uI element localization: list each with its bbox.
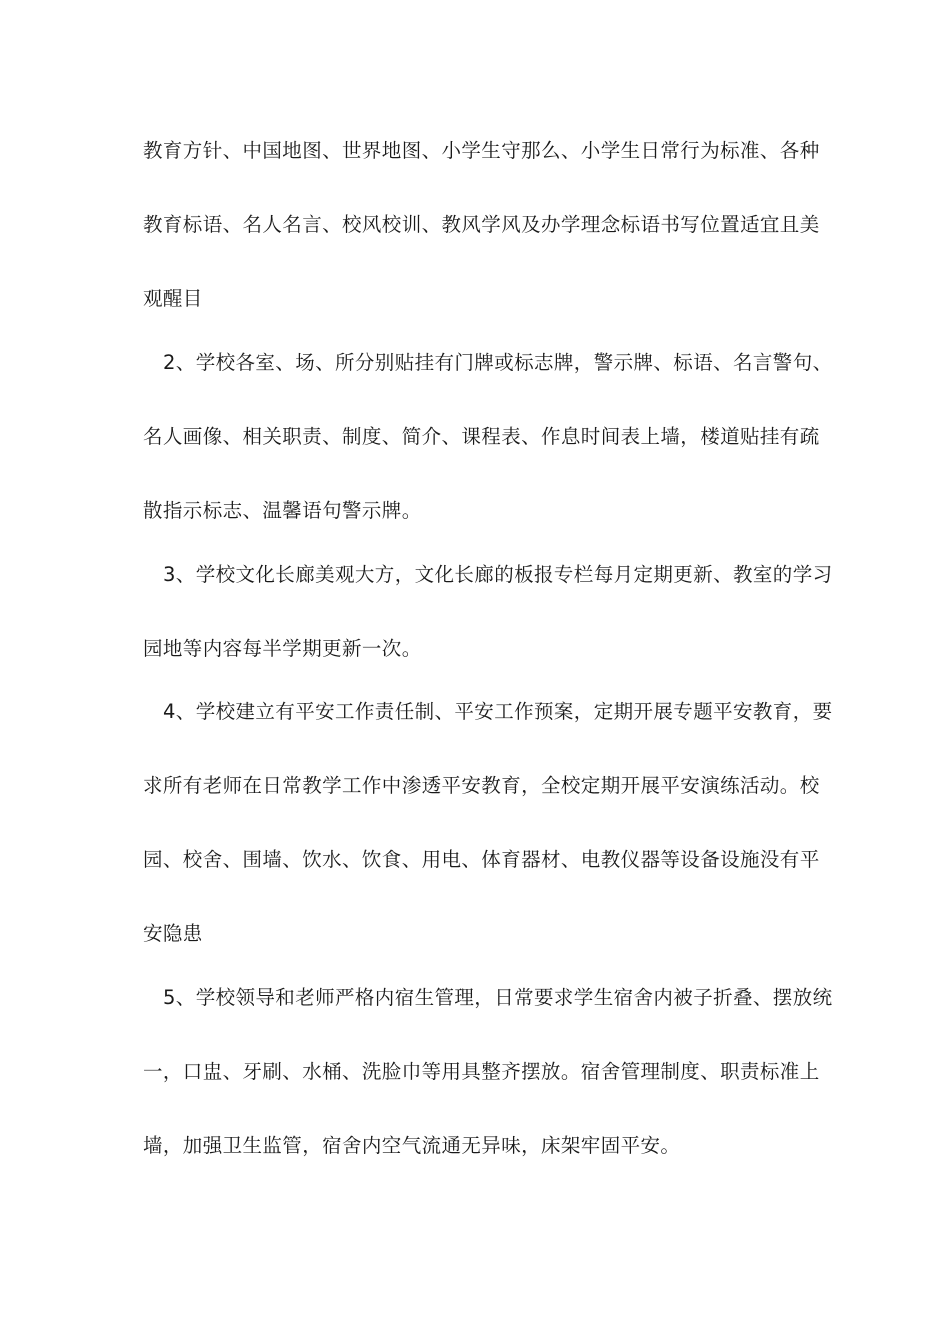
text-line: 教育方针、中国地图、世界地图、小学生守那么、小学生日常行为标准、各种 bbox=[143, 139, 820, 162]
text-line: 安隐患 bbox=[143, 922, 203, 945]
text-line: 散指示标志、温馨语句警示牌。 bbox=[143, 499, 422, 522]
text-line: 求所有老师在日常教学工作中渗透平安教育，全校定期开展平安演练活动。校 bbox=[143, 774, 820, 797]
text-line: 名人画像、相关职责、制度、简介、课程表、作息时间表上墙，楼道贴挂有疏 bbox=[143, 425, 820, 448]
text-line: 墙，加强卫生监管，宿舍内空气流通无异味，床架牢固平安。 bbox=[143, 1134, 681, 1157]
text-line: 园地等内容每半学期更新一次。 bbox=[143, 637, 422, 660]
text-line: 教育标语、名人名言、校风校训、教风学风及办学理念标语书写位置适宜且美 bbox=[143, 213, 820, 236]
paragraph-start-line: 2、学校各室、场、所分别贴挂有门牌或标志牌，警示牌、标语、名言警句、 bbox=[163, 351, 833, 374]
text-line: 园、校舍、围墙、饮水、饮食、用电、体育器材、电教仪器等设备设施没有平 bbox=[143, 848, 820, 871]
paragraph-start-line: 3、学校文化长廊美观大方，文化长廊的板报专栏每月定期更新、教室的学习 bbox=[163, 563, 833, 586]
text-line: 观醒目 bbox=[143, 287, 203, 310]
text-line: 一，口盅、牙刷、水桶、洗脸巾等用具整齐摆放。宿舍管理制度、职责标准上 bbox=[143, 1060, 820, 1083]
paragraph-start-line: 4、学校建立有平安工作责任制、平安工作预案，定期开展专题平安教育，要 bbox=[163, 700, 833, 723]
paragraph-start-line: 5、学校领导和老师严格内宿生管理，日常要求学生宿舍内被子折叠、摆放统 bbox=[163, 986, 833, 1009]
